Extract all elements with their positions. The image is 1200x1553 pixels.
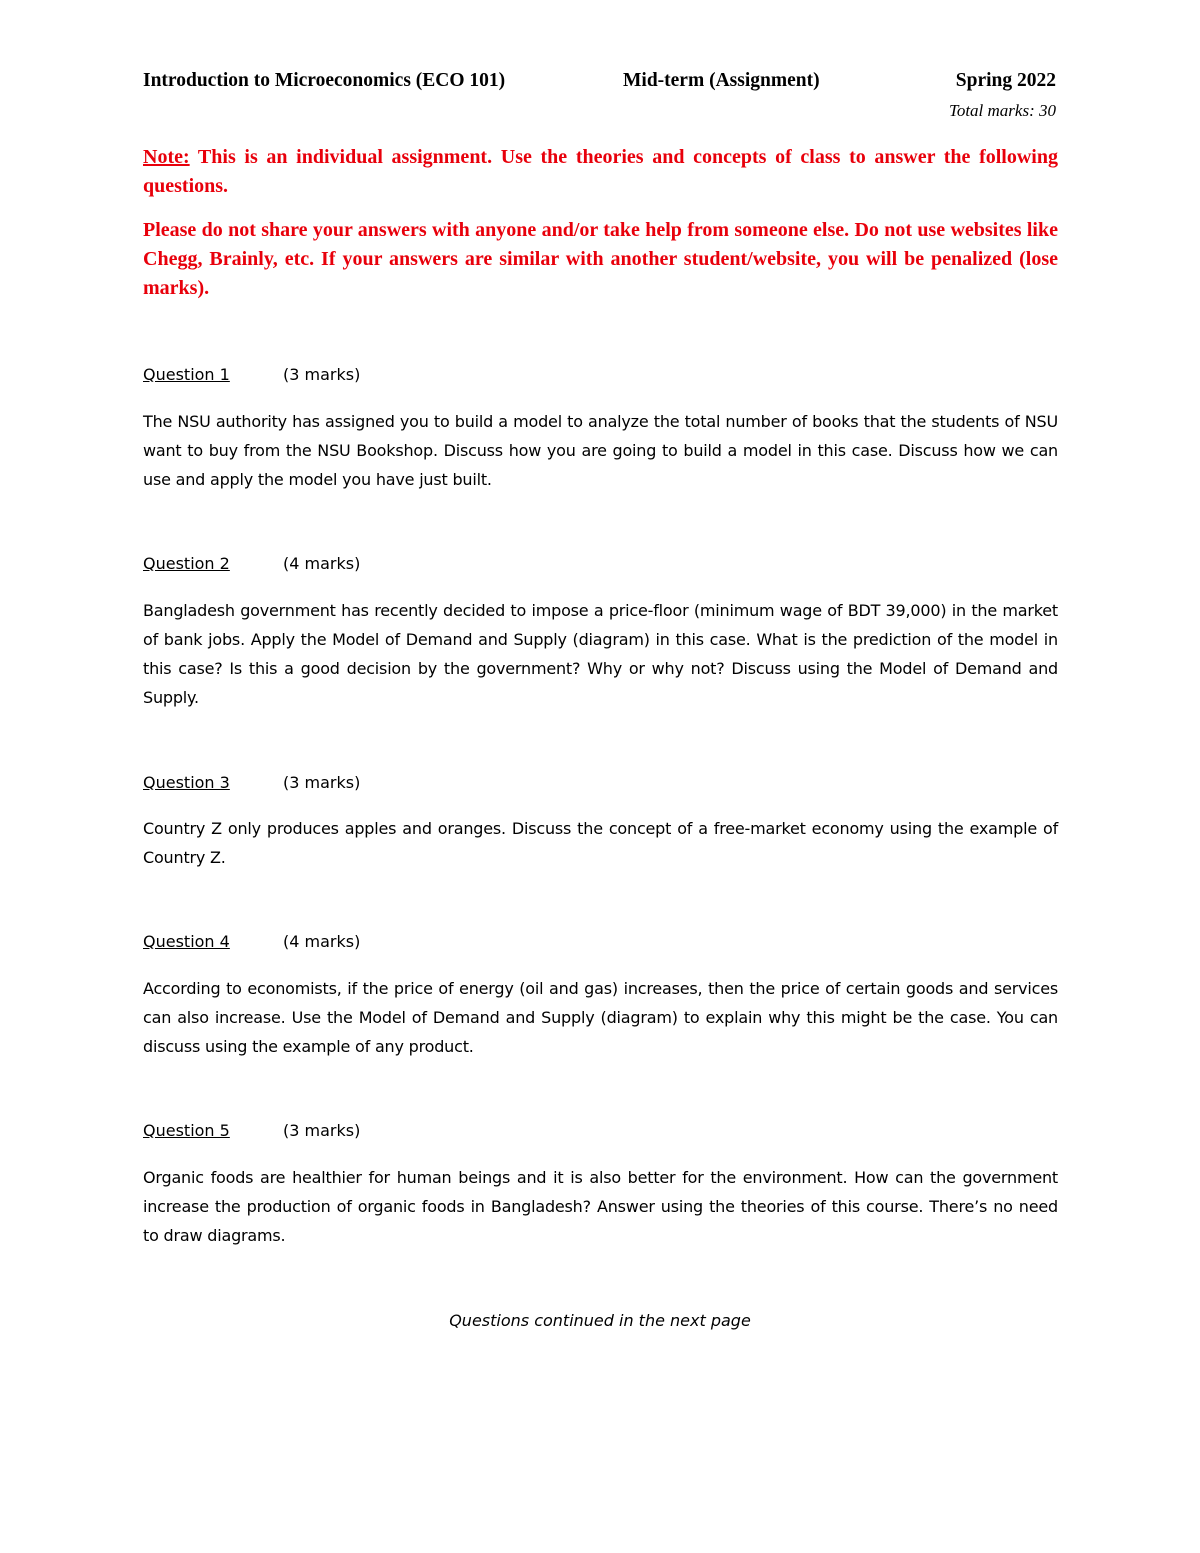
question-title: Question 1: [143, 365, 230, 384]
question-1-heading: [143, 365, 360, 384]
course-title: Introduction to Microeconomics (ECO 101): [143, 70, 506, 91]
note-instructions: [143, 143, 1058, 201]
question-5-text: Organic foods are healthier for human beings and it is also better for the environment. How can the government increase the production of organic foods in Bangladesh? Answer using the theories of this course. There’s no need to draw diagrams.: [143, 1168, 1058, 1245]
note-text: This is an individual assignment. Use the theories and concepts of class to answer the following questions.: [143, 146, 1058, 197]
question-title: Question 2: [143, 554, 230, 573]
question-marks: (3 marks): [283, 1121, 361, 1140]
assignment-type: Mid-term (Assignment): [623, 70, 820, 91]
continued-note: Questions continued in the next page: [449, 1311, 751, 1330]
question-1-text: The NSU authority has assigned you to build a model to analyze the total number of books that the students of NSU want to buy from the NSU Bookshop. Discuss how you are going to build a model in this case. Discuss how we can use and apply the model you have just built.: [143, 412, 1058, 489]
question-title: Question 3: [143, 773, 230, 792]
question-3-heading: [143, 773, 360, 792]
question-title: Question 5: [143, 1121, 230, 1140]
question-marks: (4 marks): [283, 932, 361, 951]
total-marks: Total marks: 30: [948, 101, 1056, 120]
question-2-text: Bangladesh government has recently decided to impose a price-floor (minimum wage of BDT 39,000) in the market of bank jobs. Apply the Model of Demand and Supply (diagram) in this case. What is the prediction of the model in this case? Is this a good decision by the government? Why or why not? Discuss using the Model of Demand and Supply.: [143, 601, 1058, 707]
note-warning: Please do not share your answers with anyone and/or take help from someone else. Do not use websites like Chegg, Brainly, etc. If your answers are similar with another student/website, you will be penalized (lose marks).: [143, 219, 1058, 299]
note-label: Note:: [143, 146, 190, 168]
question-2-heading: [143, 554, 360, 573]
page-header: [143, 70, 1056, 100]
question-title: Question 4: [143, 932, 230, 951]
question-3-text: Country Z only produces apples and oranges. Discuss the concept of a free-market economy using the example of Country Z.: [143, 819, 1058, 867]
question-marks: (4 marks): [283, 554, 361, 573]
question-4-text: According to economists, if the price of energy (oil and gas) increases, then the price of certain goods and services can also increase. Use the Model of Demand and Supply (diagram) to explain why this might be the case. You can discuss using the example of any product.: [143, 979, 1058, 1056]
question-4-heading: [143, 932, 360, 951]
question-marks: (3 marks): [283, 773, 361, 792]
term-label: Spring 2022: [955, 70, 1056, 91]
question-5-heading: [143, 1121, 360, 1140]
question-marks: (3 marks): [283, 365, 361, 384]
